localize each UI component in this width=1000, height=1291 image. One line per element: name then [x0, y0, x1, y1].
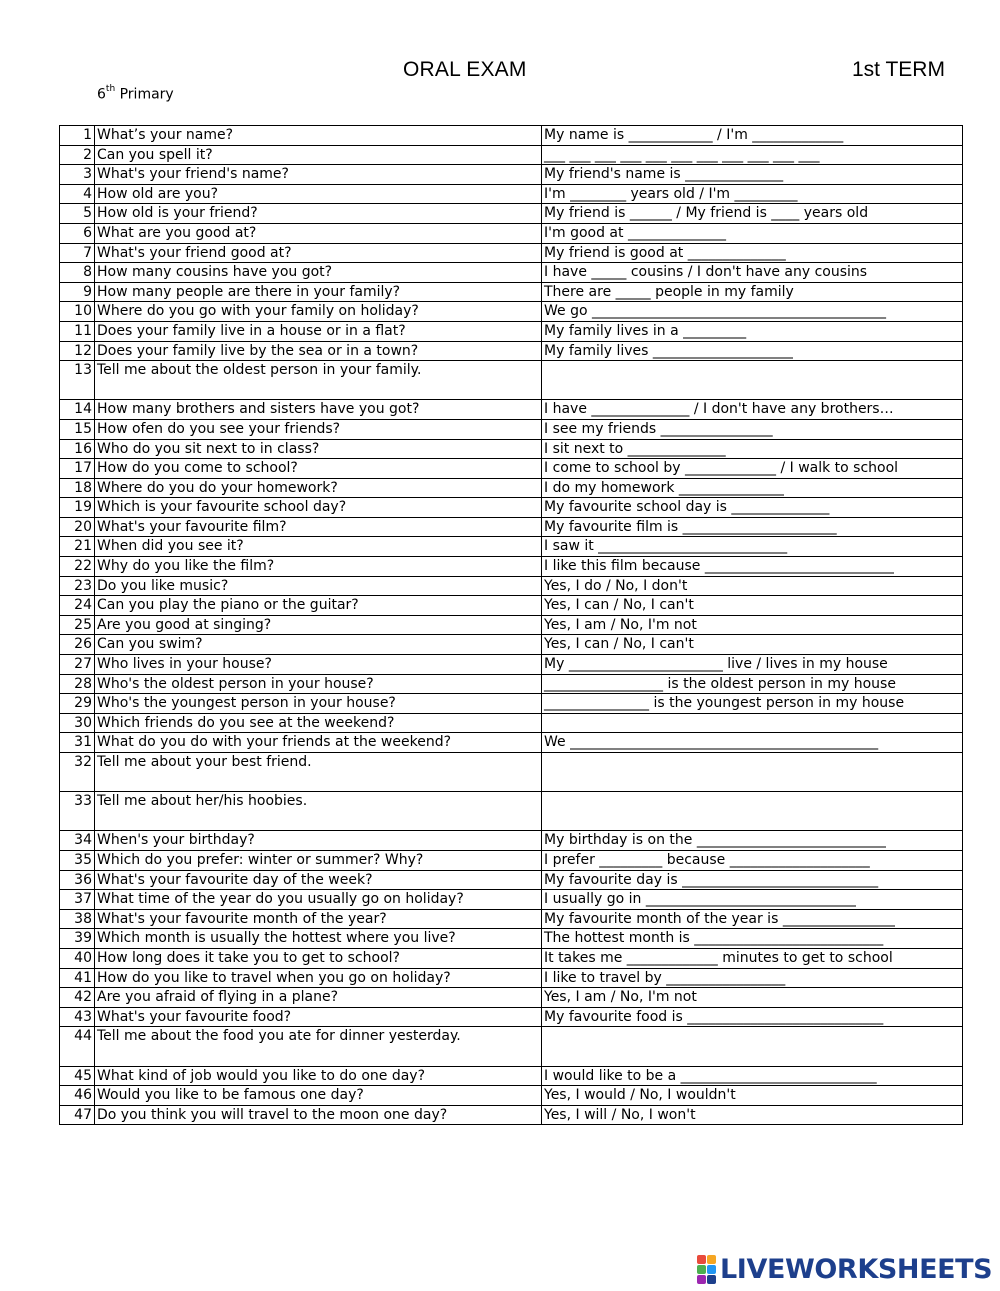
question-number: 32	[60, 753, 95, 792]
question-number: 5	[60, 204, 95, 224]
question-text: Can you spell it?	[95, 145, 542, 165]
question-text: Which friends do you see at the weekend?	[95, 713, 542, 733]
logo-block	[707, 1275, 716, 1284]
answer-field[interactable]: I have ______________ / I don't have any brothers…	[542, 400, 963, 420]
grade-number: 6	[97, 86, 106, 103]
question-number: 43	[60, 1007, 95, 1027]
answer-field[interactable]: I like to travel by _________________	[542, 968, 963, 988]
answer-field[interactable]: I prefer _________ because ____________________	[542, 850, 963, 870]
question-row	[60, 243, 963, 263]
question-number: 47	[60, 1105, 95, 1125]
question-row	[60, 498, 963, 518]
question-number: 16	[60, 439, 95, 459]
answer-field[interactable]: We ____________________________________________	[542, 733, 963, 753]
question-text: Which is your favourite school day?	[95, 498, 542, 518]
question-number: 33	[60, 792, 95, 831]
question-number: 40	[60, 948, 95, 968]
question-text: What time of the year do you usually go on holiday?	[95, 890, 542, 910]
question-row	[60, 223, 963, 243]
question-row	[60, 1066, 963, 1086]
question-text: What's your favourite day of the week?	[95, 870, 542, 890]
answer-field[interactable]: I see my friends ________________	[542, 419, 963, 439]
question-text: How many people are there in your family?	[95, 282, 542, 302]
logo-block	[697, 1275, 706, 1284]
question-number: 11	[60, 321, 95, 341]
answer-field[interactable]: I sit next to ______________	[542, 439, 963, 459]
question-number: 36	[60, 870, 95, 890]
question-number: 25	[60, 615, 95, 635]
question-number: 24	[60, 596, 95, 616]
term-label: 1st TERM	[852, 58, 945, 81]
question-row	[60, 576, 963, 596]
question-text: What do you do with your friends at the weekend?	[95, 733, 542, 753]
question-text: How old are you?	[95, 184, 542, 204]
question-text: How do you like to travel when you go on holiday?	[95, 968, 542, 988]
answer-field[interactable]: Yes, I am / No, I'm not	[542, 988, 963, 1008]
answer-field[interactable]: Yes, I will / No, I won't	[542, 1105, 963, 1125]
question-row	[60, 1007, 963, 1027]
question-text: How long does it take you to get to school?	[95, 948, 542, 968]
grade-suffix: th	[105, 84, 116, 94]
question-number: 38	[60, 909, 95, 929]
questions-body	[60, 126, 963, 1125]
question-text: Where do you go with your family on holiday?	[95, 302, 542, 322]
logo-block	[707, 1265, 716, 1274]
question-text: What's your friend's name?	[95, 165, 542, 185]
answer-field[interactable]: I saw it ___________________________	[542, 537, 963, 557]
question-row	[60, 850, 963, 870]
answer-field[interactable]: _______________ is the youngest person in my house	[542, 694, 963, 714]
question-row	[60, 282, 963, 302]
question-row	[60, 674, 963, 694]
answer-field[interactable]: It takes me _____________ minutes to get to school	[542, 948, 963, 968]
question-text: Who's the youngest person in your house?	[95, 694, 542, 714]
answer-field[interactable]: My family lives in a _________	[542, 321, 963, 341]
answer-field[interactable]: My ______________________ live / lives in my house	[542, 655, 963, 675]
question-number: 26	[60, 635, 95, 655]
question-row	[60, 792, 963, 831]
answer-field[interactable]: The hottest month is ___________________________	[542, 929, 963, 949]
question-number: 10	[60, 302, 95, 322]
question-text: How many cousins have you got?	[95, 263, 542, 283]
answer-field[interactable]: My favourite day is ____________________________	[542, 870, 963, 890]
answer-field[interactable]: I have _____ cousins / I don't have any cousins	[542, 263, 963, 283]
question-row	[60, 459, 963, 479]
question-text: How ofen do you see your friends?	[95, 419, 542, 439]
answer-field[interactable]: I come to school by _____________ / I walk to school	[542, 459, 963, 479]
question-row	[60, 263, 963, 283]
question-row	[60, 635, 963, 655]
question-number: 3	[60, 165, 95, 185]
question-number: 34	[60, 831, 95, 851]
answer-field[interactable]: Yes, I can / No, I can't	[542, 596, 963, 616]
answer-field[interactable]: Yes, I do / No, I don't	[542, 576, 963, 596]
answer-field[interactable]: I'm ________ years old / I'm _________	[542, 184, 963, 204]
answer-field[interactable]: My favourite food is ____________________________	[542, 1007, 963, 1027]
question-text: Tell me about her/his hoobies.	[95, 792, 542, 831]
logo-block	[697, 1255, 706, 1264]
question-number: 27	[60, 655, 95, 675]
question-number: 42	[60, 988, 95, 1008]
answer-field[interactable]: ___ ___ ___ ___ ___ ___ ___ ___ ___ ___ ___	[542, 145, 963, 165]
answer-field[interactable]: My favourite school day is ______________	[542, 498, 963, 518]
question-row	[60, 988, 963, 1008]
question-text: Which do you prefer: winter or summer? Why?	[95, 850, 542, 870]
question-text: Does your family live by the sea or in a town?	[95, 341, 542, 361]
question-text: What's your favourite film?	[95, 517, 542, 537]
question-row	[60, 968, 963, 988]
question-row	[60, 302, 963, 322]
question-text: Why do you like the film?	[95, 557, 542, 577]
question-text: What kind of job would you like to do one day?	[95, 1066, 542, 1086]
question-number: 41	[60, 968, 95, 988]
question-row	[60, 655, 963, 675]
question-row	[60, 1086, 963, 1106]
question-text: What's your favourite month of the year?	[95, 909, 542, 929]
answer-field[interactable]	[542, 792, 963, 831]
answer-field[interactable]: My family lives ____________________	[542, 341, 963, 361]
question-text: When's your birthday?	[95, 831, 542, 851]
question-row	[60, 713, 963, 733]
question-row	[60, 361, 963, 400]
question-row	[60, 204, 963, 224]
answer-field[interactable]: My friend's name is ______________	[542, 165, 963, 185]
logo-text: LIVEWORKSHEETS	[720, 1253, 993, 1285]
question-number: 1	[60, 126, 95, 146]
answer-field[interactable]	[542, 753, 963, 792]
question-row	[60, 694, 963, 714]
question-text: What’s your name?	[95, 126, 542, 146]
question-row	[60, 753, 963, 792]
question-row	[60, 831, 963, 851]
question-text: What's your friend good at?	[95, 243, 542, 263]
questions-table	[59, 125, 963, 1125]
question-text: Does your family live in a house or in a flat?	[95, 321, 542, 341]
question-row	[60, 341, 963, 361]
question-text: Tell me about the oldest person in your family.	[95, 361, 542, 400]
question-text: Are you good at singing?	[95, 615, 542, 635]
question-text: Where do you do your homework?	[95, 478, 542, 498]
question-number: 46	[60, 1086, 95, 1106]
answer-field[interactable]	[542, 713, 963, 733]
question-text: Tell me about the food you ate for dinner yesterday.	[95, 1027, 542, 1066]
question-row	[60, 557, 963, 577]
answer-field[interactable]: I would like to be a ____________________________	[542, 1066, 963, 1086]
answer-field[interactable]: I usually go in ______________________________	[542, 890, 963, 910]
answer-field[interactable]: Yes, I would / No, I wouldn't	[542, 1086, 963, 1106]
question-row	[60, 145, 963, 165]
question-number: 29	[60, 694, 95, 714]
logo-blocks-icon	[697, 1255, 716, 1284]
question-text: Can you swim?	[95, 635, 542, 655]
question-text: Do you like music?	[95, 576, 542, 596]
question-number: 44	[60, 1027, 95, 1066]
question-text: What are you good at?	[95, 223, 542, 243]
question-number: 45	[60, 1066, 95, 1086]
question-number: 13	[60, 361, 95, 400]
answer-field[interactable]: My favourite film is ______________________	[542, 517, 963, 537]
question-row	[60, 1105, 963, 1125]
answer-field[interactable]: Yes, I am / No, I'm not	[542, 615, 963, 635]
question-row	[60, 184, 963, 204]
question-row	[60, 537, 963, 557]
answer-field[interactable]: My friend is ______ / My friend is ____ years old	[542, 204, 963, 224]
question-row	[60, 596, 963, 616]
question-text: Who do you sit next to in class?	[95, 439, 542, 459]
answer-field[interactable]: My favourite month of the year is ________________	[542, 909, 963, 929]
question-text: Who's the oldest person in your house?	[95, 674, 542, 694]
question-text: Tell me about your best friend.	[95, 753, 542, 792]
answer-field[interactable]: Yes, I can / No, I can't	[542, 635, 963, 655]
question-row	[60, 909, 963, 929]
question-number: 14	[60, 400, 95, 420]
question-number: 21	[60, 537, 95, 557]
question-row	[60, 439, 963, 459]
question-number: 23	[60, 576, 95, 596]
question-row	[60, 517, 963, 537]
question-number: 6	[60, 223, 95, 243]
answer-field[interactable]: I like this film because ___________________________	[542, 557, 963, 577]
answer-field[interactable]: _________________ is the oldest person in my house	[542, 674, 963, 694]
question-number: 35	[60, 850, 95, 870]
question-row	[60, 419, 963, 439]
question-text: How many brothers and sisters have you got?	[95, 400, 542, 420]
question-text: Can you play the piano or the guitar?	[95, 596, 542, 616]
question-number: 28	[60, 674, 95, 694]
question-text: Which month is usually the hottest where you live?	[95, 929, 542, 949]
answer-field[interactable]: My friend is good at ______________	[542, 243, 963, 263]
question-row	[60, 733, 963, 753]
question-text: How old is your friend?	[95, 204, 542, 224]
question-number: 4	[60, 184, 95, 204]
question-number: 9	[60, 282, 95, 302]
question-number: 12	[60, 341, 95, 361]
question-number: 20	[60, 517, 95, 537]
answer-field[interactable]	[542, 1027, 963, 1066]
question-number: 19	[60, 498, 95, 518]
logo-block	[697, 1265, 706, 1274]
answer-field[interactable]: We go __________________________________________	[542, 302, 963, 322]
question-number: 7	[60, 243, 95, 263]
question-text: Are you afraid of flying in a plane?	[95, 988, 542, 1008]
question-number: 18	[60, 478, 95, 498]
question-row	[60, 615, 963, 635]
question-text: What's your favourite food?	[95, 1007, 542, 1027]
question-row	[60, 478, 963, 498]
question-number: 15	[60, 419, 95, 439]
question-text: Would you like to be famous one day?	[95, 1086, 542, 1106]
page-title: ORAL EXAM	[403, 58, 527, 81]
question-text: When did you see it?	[95, 537, 542, 557]
question-text: Who lives in your house?	[95, 655, 542, 675]
question-text: How do you come to school?	[95, 459, 542, 479]
question-row	[60, 321, 963, 341]
question-row	[60, 929, 963, 949]
question-row	[60, 890, 963, 910]
answer-field[interactable]: My birthday is on the ___________________________	[542, 831, 963, 851]
answer-field[interactable]: I'm good at ______________	[542, 223, 963, 243]
question-row	[60, 400, 963, 420]
question-number: 37	[60, 890, 95, 910]
question-row	[60, 126, 963, 146]
question-row	[60, 870, 963, 890]
question-row	[60, 165, 963, 185]
question-number: 8	[60, 263, 95, 283]
logo-block	[707, 1255, 716, 1264]
question-number: 17	[60, 459, 95, 479]
grade-label	[97, 86, 174, 103]
question-number: 30	[60, 713, 95, 733]
answer-field[interactable]: My name is ____________ / I'm _____________	[542, 126, 963, 146]
question-number: 22	[60, 557, 95, 577]
answer-field[interactable]	[542, 361, 963, 400]
question-number: 2	[60, 145, 95, 165]
answer-field[interactable]: There are _____ people in my family	[542, 282, 963, 302]
answer-field[interactable]: I do my homework _______________	[542, 478, 963, 498]
liveworksheets-logo	[697, 1253, 992, 1285]
question-text: Do you think you will travel to the moon one day?	[95, 1105, 542, 1125]
grade-text: Primary	[119, 86, 174, 103]
question-number: 39	[60, 929, 95, 949]
question-row	[60, 948, 963, 968]
question-number: 31	[60, 733, 95, 753]
question-row	[60, 1027, 963, 1066]
